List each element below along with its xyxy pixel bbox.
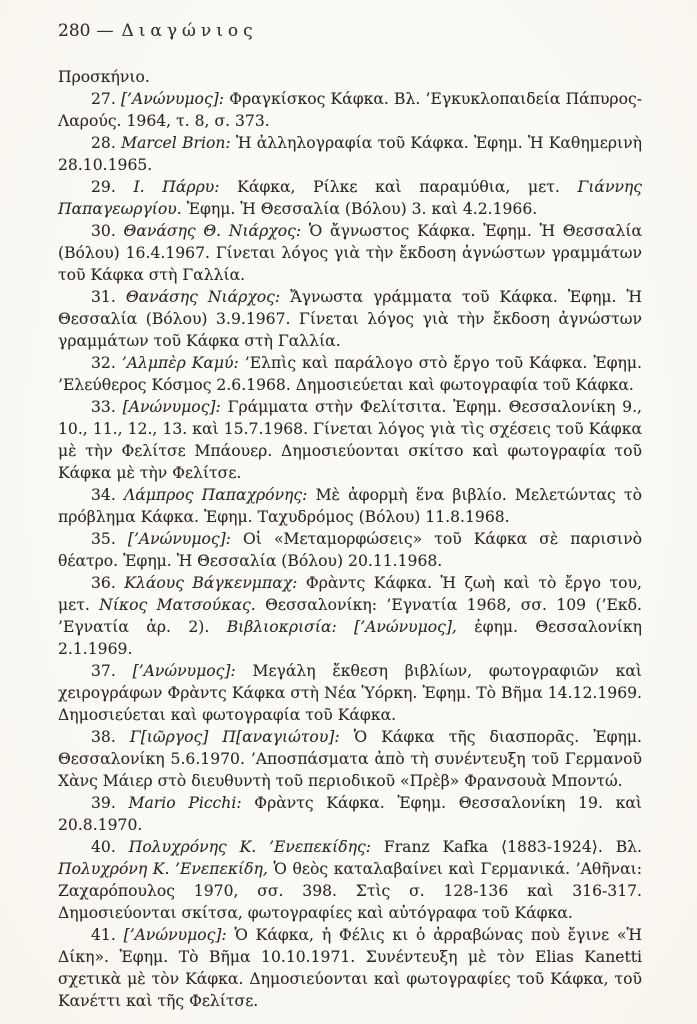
entry-text: Ἐφημ. Ἡ Θεσσαλία (Βόλου) 3. καὶ 4.2.1966. (181, 200, 538, 218)
entry-number: 30. (91, 222, 124, 240)
entry-number: 32. (91, 354, 122, 372)
entry-author: [’Ανώνυμος]: (132, 662, 236, 680)
bibliography-entry-29 (58, 176, 642, 220)
entry-number: 41. (91, 926, 124, 944)
bibliography-list (58, 88, 642, 1012)
entry-text: Οἱ «Μεταμορφώσεις» τοῦ Κάφκα σὲ παρισινὸ θέατρο. Ἐφημ. Ἡ Θεσσαλία (Βόλου) 20.11.1968. (58, 530, 642, 570)
entry-text: Γράμματα στὴν Φελίτσιτα. Ἐφημ. Θεσσαλονίκη 9., 10., 11., 12., 13. καὶ 15.7.1968. Γίνεται λόγος γιὰ τὶς σχέσεις τοῦ Κάφκα μὲ τὴν Φελίτσε Μπάουερ. Δημοσιεύονται σκίτσο καὶ φωτογραφία τοῦ Κάφκα μὲ τὴν Φελίτσε. (58, 398, 642, 482)
bibliography-entry-38 (58, 726, 642, 792)
entry-text: Φρὰντς Κάφκα. Ἡ ζωὴ καὶ τὸ ἔργο του, μετ. (58, 574, 643, 614)
entry-text: Ὁ θεὸς καταλαβαίνει καὶ Γερμανικά. ’Αθῆναι: Ζαχαρόπουλος 1970, σσ. 398. Στὶς σ. 128-136 καὶ 316-317. Δημοσιεύονται σκίτσα, φωτογραφίες καὶ αὐτόγραφα τοῦ Κάφκα. (58, 860, 643, 922)
bibliography-entry-33 (58, 396, 642, 484)
entry-number: 35. (91, 530, 128, 548)
entry-number: 31. (91, 288, 126, 306)
entry-text: Ὁ Κάφκα τῆς διασπορᾶς. Ἐφημ. Θεσσαλονίκη 5.6.1970. ’Αποσπάσματα ἀπὸ τὴ συνέντευξη τοῦ Γερμανοῦ Χὰνς Μάιερ στὸ διευθυντὴ τοῦ περιοδικοῦ «Πρὲβ» Φρανσουὰ Μποντώ. (58, 728, 642, 790)
bibliography-entry-37 (58, 660, 642, 726)
entry-author: Πολυχρόνη Κ. ’Ενεπεκίδη, (58, 860, 268, 878)
entry-text: Ὁ Κάφκα, ἡ Φέλις κι ὁ ἀρραβώνας ποὺ ἔγινε «Ἡ Δίκη». Ἐφημ. Τὸ Βῆμα 10.10.1971. Συνέντευξη μὲ τὸν Elias Kanetti σχετικὰ μὲ τὸν Κάφκα. Δημοσιεύονται καὶ φωτογραφίες τοῦ Κάφκα, τοῦ Κανέττι καὶ τῆς Φελίτσε. (58, 926, 642, 1010)
entry-number: 34. (91, 486, 124, 504)
entry-text: ’Ελπὶς καὶ παράλογο στὸ ἔργο τοῦ Κάφκα. Ἐφημ. ’Ελεύθερος Κόσμος 2.6.1968. Δημοσιεύεται καὶ φωτογραφία τοῦ Κάφκα. (58, 354, 642, 394)
entry-author: Γιάννης Παπαγεωργίου. (58, 178, 642, 218)
entry-author: Marcel Brion: (121, 134, 231, 152)
bibliography-entry-28 (58, 132, 642, 176)
entry-text: Μεγάλη ἔκθεση βιβλίων, φωτογραφιῶν καὶ χειρογράφων Φρὰντς Κάφκα στὴ Νέα Ὑόρκη. Ἐφημ. Τὸ Βῆμα 14.12.1969. Δημοσιεύεται καὶ φωτογραφία τοῦ Κάφκα. (58, 662, 642, 724)
entry-number: 39. (91, 794, 129, 812)
entry-text: Ἡ ἀλληλογραφία τοῦ Κάφκα. Ἐφημ. Ἡ Καθημερινὴ 28.10.1965. (58, 134, 642, 174)
bibliography-entry-34 (58, 484, 642, 528)
entry-author: [’Ανώνυμος]: (120, 90, 225, 108)
entry-author: [Ανώνυμος]: (122, 398, 221, 416)
entry-author: [’Ανώνυμος]: (127, 530, 231, 548)
entry-number: 33. (91, 398, 123, 416)
entry-text: Ἄγνωστα γράμματα τοῦ Κάφκα. Ἐφημ. Ἡ Θεσσαλία (Βόλου) 3.9.1967. Γίνεται λόγος γιὰ τὴν ἔκδοση ἀγνώστων γραμμάτων τοῦ Κάφκα στὴ Γαλλία. (58, 288, 642, 350)
journal-title: Διαγώνιος (121, 21, 258, 41)
entry-author: Κλάους Βάγκενμπαχ: (124, 574, 298, 592)
bibliography-entry-27 (58, 88, 642, 132)
bibliography-entry-35 (58, 528, 642, 572)
bibliography-entry-40 (58, 836, 642, 924)
entry-number: 40. (91, 838, 129, 856)
entry-author: Mario Picchi: (128, 794, 242, 812)
entry-author: Νίκος Ματσούκας. (99, 596, 256, 614)
bibliography-entry-31 (58, 286, 642, 352)
entry-text: Κάφκα, Ρίλκε καὶ παραμύθια, μετ. (219, 178, 578, 196)
entry-number: 29. (91, 178, 134, 196)
entry-author: Θανάσης Θ. Νιάρχος: (123, 222, 302, 240)
entry-text: Franz Kafka ⟨1883-1924⟩. Βλ. (370, 838, 643, 856)
entry-text: Θεσσαλονίκη: ’Εγνατία 1968, σσ. 109 (’Εκδ. ’Εγνατία ἀρ. 2). (58, 596, 642, 636)
entry-author: Βιβλιοκρισία: [’Ανώνυμος], (226, 618, 457, 636)
entry-text: Φραγκίσκος Κάφκα. Βλ. ’Εγκυκλοπαιδεία Πάπυρος-Λαρούς. 1964, τ. 8, σ. 373. (58, 90, 642, 130)
bibliography-entry-32 (58, 352, 642, 396)
entry-author: Γ[ιῶργος] Π[αναγιώτου]: (129, 728, 340, 746)
entry-text: Ὁ ἄγνωστος Κάφκα. Ἐφημ. Ἡ Θεσσαλία (Βόλου) 16.4.1967. Γίνεται λόγος γιὰ τὴν ἔκδοση ἀγνώστων γραμμάτων τοῦ Κάφκα στὴ Γαλλία. (58, 222, 643, 284)
entry-author: ’Αλμπὲρ Καμύ: (121, 354, 239, 372)
header-separator: — (96, 21, 114, 41)
entry-number: 27. (91, 90, 121, 108)
entry-author: Ι. Πάρρυ: (133, 178, 220, 196)
entry-number: 37. (91, 662, 133, 680)
bibliography-entry-39 (58, 792, 642, 836)
running-head (58, 20, 642, 42)
bibliography-entry-41 (58, 924, 642, 1012)
entry-number: 36. (91, 574, 125, 592)
entry-author: [’Ανώνυμος]: (123, 926, 227, 944)
bibliography-entry-30 (58, 220, 642, 286)
entry-text: Μὲ ἀφορμὴ ἕνα βιβλίο. Μελετώντας τὸ πρόβλημα Κάφκα. Ἐφημ. Ταχυδρόμος (Βόλου) 11.8.1968. (58, 486, 642, 526)
entry-text: Φρὰντς Κάφκα. Ἐφημ. Θεσσαλονίκη 19. καὶ 20.8.1970. (58, 794, 643, 834)
entry-author: Θανάσης Νιάρχος: (125, 288, 281, 306)
entry-number: 28. (91, 134, 122, 152)
bibliography-entry-36 (58, 572, 642, 660)
entry-author: Λάμπρος Παπαχρόνης: (124, 486, 308, 504)
page-number: 280 (58, 21, 91, 41)
section-lead: Προσκήνιο. (58, 68, 150, 86)
entry-text: ἐφημ. Θεσσαλονίκη 2.1.1969. (58, 618, 642, 658)
entry-author: Πολυχρόνης Κ. ’Ενεπεκίδης: (128, 838, 371, 856)
entry-number: 38. (91, 728, 130, 746)
